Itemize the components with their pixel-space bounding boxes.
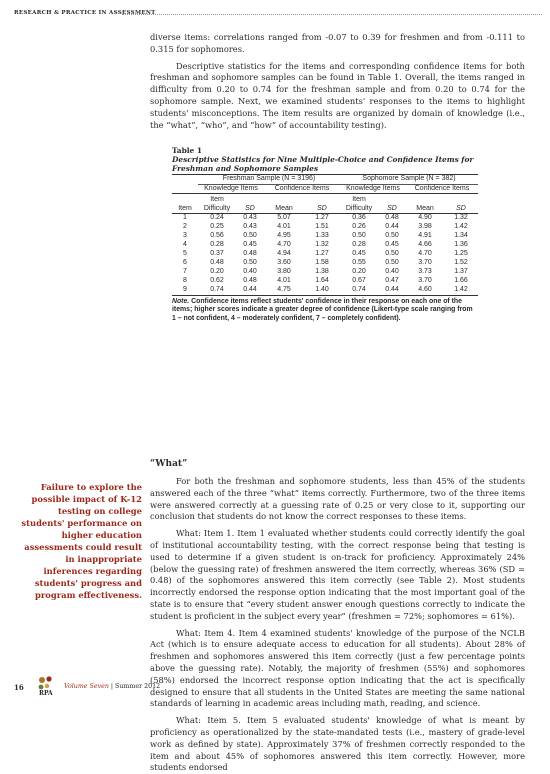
table-cell: 1.66 <box>454 276 468 284</box>
paragraph: What: Item 5. Item 5 evaluated students' knowledge of what is meant by proficiency as operationalized by the state-mandated tests (i.e., mastery of grade-level work as defined by state). Approximately 37% of freshmen correctly responded to the item and about 45% of sophomores answered this item correctly. However, more students endorsed <box>150 715 525 773</box>
table-cell: 1.37 <box>454 267 468 275</box>
table-cell: 0.74 <box>210 285 224 293</box>
table-label: Table 1 <box>172 146 202 155</box>
table-cell: 4.01 <box>277 276 291 284</box>
table-row <box>172 250 478 259</box>
table-cell: 1.25 <box>454 250 468 258</box>
rpa-logo-icon <box>35 674 57 696</box>
paragraph: What: Item 4. Item 4 examined students' knowledge of the purpose of the NCLB Act (which is to ensure adequate access to education for all students). About 28% of freshmen and sophomores answered this item correctly (just a few percentage points above the guessing rate). Notably, the majority of freshmen (55%) and sophomores (58%) endorsed the incorrect response option indicating that the act is specifically designed to ensure that all students in the United States are meeting the same national standards of learning in academic areas including math, reading, and science. <box>150 627 525 709</box>
table-1 <box>172 146 478 324</box>
col-header-mean: Mean <box>275 204 293 212</box>
table-cell: 1.40 <box>315 285 329 293</box>
volume-info: Volume Seven | Summer 2012 <box>64 683 161 690</box>
table-cell: 3 <box>183 232 187 240</box>
col-header-difficulty: Item Difficulty <box>203 196 231 212</box>
col-header-sd: SD <box>317 204 327 212</box>
table-note <box>172 298 478 324</box>
table-row <box>172 214 478 223</box>
freshman-confidence-header: Confidence Items <box>274 184 330 192</box>
table-cell: 0.44 <box>385 223 399 231</box>
table-cell: 1 <box>183 214 187 222</box>
table-cell: 0.50 <box>352 232 366 240</box>
table-cell: 0.48 <box>385 214 399 222</box>
col-header-sd: SD <box>456 204 466 212</box>
table-cell: 1.42 <box>454 223 468 231</box>
page-number: 16 <box>14 683 24 692</box>
descriptive-statistics-table <box>172 174 478 296</box>
table-cell: 4.90 <box>418 214 432 222</box>
table-cell: 0.62 <box>210 276 224 284</box>
table-cell: 0.20 <box>210 267 224 275</box>
table-cell: 4.01 <box>277 223 291 231</box>
table-cell: 1.52 <box>454 258 468 266</box>
table-cell: 5 <box>183 250 187 258</box>
paragraph: What: Item 1. Item 1 evaluated whether students could correctly identify the goal of institutional accountability testing, with the correct response being that testing is used to determine if a given student is on-track for proficiency. Approximately 24% (below the guessing rate) of freshmen answered the item correctly, whereas 36% (SD = 0.48) of the sophomores answered this item correctly (see Table 2). Most students incorrectly endorsed the response option indicating that the most important goal of the state is to ensure that “every student answer enough questions correctly to indicate the student is proficient in the subject every year” (freshmen = 72%; sophomores = 61%). <box>150 528 525 621</box>
header-dotted-rule <box>122 14 542 15</box>
body-text-bottom <box>150 476 525 774</box>
table-cell: 1.32 <box>454 214 468 222</box>
table-cell: 0.50 <box>243 258 257 266</box>
table-cell: 3.98 <box>418 223 432 231</box>
table-cell: 3.70 <box>418 258 432 266</box>
table-cell: 0.50 <box>385 258 399 266</box>
table-caption: Descriptive Statistics for Nine Multiple-Choice and Confidence Items for Freshman and Sophomore Samples <box>172 155 474 173</box>
table-cell: 0.24 <box>210 214 224 222</box>
table-cell: 1.38 <box>315 267 329 275</box>
table-row <box>172 286 478 295</box>
table-cell: 0.43 <box>243 214 257 222</box>
table-cell: 4.60 <box>418 285 432 293</box>
table-cell: 3.73 <box>418 267 432 275</box>
table-cell: 0.48 <box>243 250 257 258</box>
table-cell: 1.33 <box>315 232 329 240</box>
col-header-mean: Mean <box>416 204 434 212</box>
table-cell: 0.48 <box>243 276 257 284</box>
table-cell: 0.50 <box>385 250 399 258</box>
table-cell: 4.70 <box>277 241 291 249</box>
table-cell: 0.36 <box>352 214 366 222</box>
table-cell: 1.51 <box>315 223 329 231</box>
table-cell: 2 <box>183 223 187 231</box>
paragraph: diverse items: correlations ranged from -0.07 to 0.39 for freshmen and from -0.111 to 0.315 for sophomores. <box>150 32 525 54</box>
table-cell: 0.25 <box>210 223 224 231</box>
table-cell: 5.07 <box>277 214 291 222</box>
freshman-sample-header: Freshman Sample (N = 3196) <box>198 175 340 185</box>
table-cell: 0.20 <box>352 267 366 275</box>
paragraph: For both the freshman and sophomore students, less than 45% of the students answered each of the three “what” items correctly. Furthermore, two of the three items were answered correctly at a guessing rate of 0.25 or very close to it, supporting our conclusion that students do not know the correct responses to these items. <box>150 476 525 522</box>
table-cell: 0.40 <box>243 267 257 275</box>
table-cell: 4.95 <box>277 232 291 240</box>
table-cell: 0.50 <box>385 232 399 240</box>
table-cell: 3.70 <box>418 276 432 284</box>
table-cell: 9 <box>183 285 187 293</box>
table-cell: 1.27 <box>315 250 329 258</box>
table-cell: 4.66 <box>418 241 432 249</box>
table-cell: 0.43 <box>243 223 257 231</box>
table-cell: 1.34 <box>454 232 468 240</box>
logo-text: RPA <box>39 690 53 696</box>
table-cell: 4.91 <box>418 232 432 240</box>
table-cell: 0.67 <box>352 276 366 284</box>
table-row <box>172 223 478 232</box>
table-row <box>172 232 478 241</box>
table-cell: 1.36 <box>454 241 468 249</box>
running-head-title: RESEARCH & PRACTICE IN ASSESSMENT <box>14 10 156 16</box>
col-header-sd: SD <box>387 204 397 212</box>
table-cell: 0.55 <box>352 258 366 266</box>
table-cell: 3.80 <box>277 267 291 275</box>
table-row <box>172 259 478 268</box>
sophomore-confidence-header: Confidence Items <box>414 184 470 192</box>
table-cell: 0.45 <box>243 241 257 249</box>
freshman-knowledge-header: Knowledge Items <box>204 184 258 192</box>
table-body <box>172 214 478 295</box>
table-cell: 3.60 <box>277 258 291 266</box>
running-header <box>14 10 542 20</box>
note-label: Note. <box>172 297 190 305</box>
sophomore-sample-header: Sophomore Sample (N = 382) <box>340 175 478 185</box>
table-cell: 0.40 <box>385 267 399 275</box>
table-cell: 0.44 <box>243 285 257 293</box>
table-row <box>172 241 478 250</box>
note-text: Confidence items reflect students' confidence in their response on each one of the items; higher scores indicate a greater degree of confidence (Likert-type scale ranging from 1 – not confident, 4 – moderately confident, 7 – completely confident). <box>172 297 473 323</box>
col-header-difficulty: Item Difficulty <box>345 196 373 212</box>
col-header-item: Item <box>178 204 192 212</box>
table-cell: 0.47 <box>385 276 399 284</box>
table-cell: 7 <box>183 267 187 275</box>
col-header-sd: SD <box>245 204 255 212</box>
table-cell: 1.64 <box>315 276 329 284</box>
table-cell: 1.42 <box>454 285 468 293</box>
table-cell: 4 <box>183 241 187 249</box>
table-cell: 1.58 <box>315 258 329 266</box>
table-cell: 0.45 <box>385 241 399 249</box>
pull-quote: Failure to explore the possible impact of K-12 testing on college students' performance on higher education assessments could result in inappropriate inferences regarding students' progress and program effectiveness. <box>21 482 142 600</box>
table-cell: 0.50 <box>243 232 257 240</box>
body-text-top <box>150 32 525 131</box>
table-cell: 0.44 <box>385 285 399 293</box>
table-cell: 0.74 <box>352 285 366 293</box>
table-cell: 4.94 <box>277 250 291 258</box>
table-cell: 1.27 <box>315 214 329 222</box>
table-cell: 0.26 <box>352 223 366 231</box>
table-row <box>172 268 478 277</box>
section-heading: “What” <box>150 459 188 469</box>
paragraph: Descriptive statistics for the items and corresponding confidence items for both freshman and sophomore samples can be found in Table 1. Overall, the items ranged in difficulty from 0.20 to 0.74 for the freshman sample and from 0.20 to 0.74 for the sophomore sample. Next, we examined students' responses to the items to highlight students' misconceptions. The item results are organized by domain of knowledge (i.e., the “what”, “who”, and “how” of accountability testing). <box>150 60 525 130</box>
table-cell: 0.28 <box>210 241 224 249</box>
table-cell: 1.32 <box>315 241 329 249</box>
sophomore-knowledge-header: Knowledge Items <box>346 184 400 192</box>
table-row <box>172 277 478 286</box>
volume-label: Volume Seven <box>64 683 109 690</box>
table-cell: 0.28 <box>352 241 366 249</box>
issue-label: Summer 2012 <box>115 683 161 690</box>
table-cell: 0.45 <box>352 250 366 258</box>
page-footer <box>14 680 214 694</box>
table-cell: 8 <box>183 276 187 284</box>
table-cell: 0.56 <box>210 232 224 240</box>
table-cell: 6 <box>183 258 187 266</box>
table-cell: 0.37 <box>210 250 224 258</box>
table-cell: 4.75 <box>277 285 291 293</box>
table-cell: 0.48 <box>210 258 224 266</box>
table-cell: 4.70 <box>418 250 432 258</box>
